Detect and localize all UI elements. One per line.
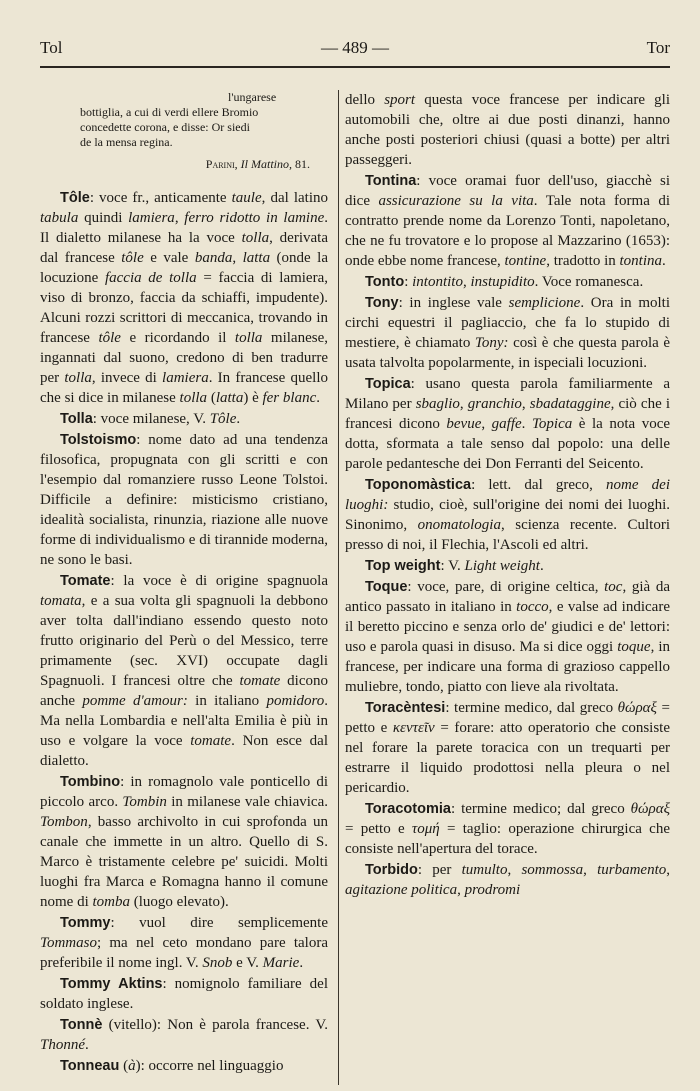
body-text: . In francese quello che si dice in milanese <box>40 370 328 406</box>
epigraph-citation <box>40 154 328 174</box>
body-text: : <box>404 274 413 290</box>
italic-text: tontine <box>504 253 547 269</box>
body-text: , <box>174 210 185 226</box>
entry-tonneau <box>40 1056 328 1076</box>
body-text: : in romagnolo vale ponticello di piccolo arco. <box>40 774 328 810</box>
italic-text: toque <box>617 639 651 655</box>
italic-text: tôle <box>121 250 144 266</box>
italic-text: granchio <box>467 396 522 412</box>
body-text: , <box>232 250 243 266</box>
column-divider <box>338 90 339 1085</box>
body-text: : termine medico; dal greco <box>450 801 631 817</box>
running-header <box>40 38 670 62</box>
body-text: : voce milanese, V. <box>92 411 210 427</box>
body-text: . <box>316 390 320 406</box>
body-text: milanese, ingannati dal suono, credono di ben tradurre per <box>40 330 328 386</box>
headword: Toracotomia <box>365 801 451 817</box>
body-text: e V. <box>232 955 263 971</box>
body-text: : voce fr., anticamente <box>89 190 232 206</box>
body-text: , e a sua volta gli spagnuoli la debbono aver tolta dall'indiano essendo questo noto frutto originario del Perù o del Messico, terre primamente (sec. XVI) occupate dagli Spagnuoli. I francesi oltre che <box>40 593 328 689</box>
epigraph-line: bottiglia, a cui di verdi ellere Bromio <box>80 105 259 119</box>
body-text: (vitello): Non è parola francese. V. <box>102 1017 328 1033</box>
body-text: , <box>521 396 530 412</box>
body-text: : per <box>417 862 462 878</box>
italic-text: fer blanc <box>262 390 317 406</box>
body-text: : usano questa parola familiarmente a Milano per <box>345 376 670 412</box>
italic-text: τομή <box>411 821 440 837</box>
italic-text: Snob <box>202 955 233 971</box>
page-number: — 489 — <box>321 38 389 57</box>
body-text: : voce oramai fuor dell'uso, giacchè si dice <box>345 173 670 209</box>
headword: Tony <box>365 295 399 311</box>
italic-text: toc <box>604 579 623 595</box>
italic-text: Tôle <box>209 411 237 427</box>
body-text: . <box>85 1037 89 1053</box>
italic-text: gaffe <box>491 416 522 432</box>
body-text: : voce, pare, di origine celtica, <box>407 579 605 595</box>
headword: Tonto <box>365 274 405 290</box>
body-text: = faccia di lamiera, viso di bronzo, faccia da schiaffi, impudente). Alcuni rozzi scrittori di meccanica, trovando in francese <box>40 270 328 346</box>
italic-text: nome dei luoghi: <box>345 477 670 513</box>
headword: Torbido <box>365 862 418 878</box>
body-text: , <box>459 396 468 412</box>
headword: Top weight <box>365 558 441 574</box>
body-text: , ciò che i francesi dicono <box>345 396 671 432</box>
italic-text: onomatologia <box>417 517 501 533</box>
body-text: (onde la locuzione <box>40 250 329 286</box>
left-column <box>40 90 328 1077</box>
body-text: dello <box>345 92 385 108</box>
italic-text: bevue <box>446 416 482 432</box>
body-text: , <box>507 862 522 878</box>
italic-text: κεντεῖν <box>392 720 435 736</box>
italic-text: pomme d'amour: <box>82 693 188 709</box>
body-text: dicono anche <box>40 673 328 709</box>
body-text: . <box>539 558 544 574</box>
italic-text: tabula <box>40 210 79 226</box>
body-text: . Tale nota forma di contratto prende nome da Lorenzo Tonti, napoletano, che ne fu trovatore e lo propose al Mazzarino (1653): onde ebbe nome francese, <box>345 193 670 269</box>
italic-text: θώραξ <box>630 801 670 817</box>
italic-text: tolla <box>241 230 270 246</box>
headword: Toponomàstica <box>365 477 472 493</box>
body-text: , invece di <box>91 370 163 386</box>
entry-torbido <box>345 860 670 900</box>
epigraph-line: concedette corona, e disse: Or siedi <box>80 120 250 134</box>
italic-text: Tommaso <box>40 935 97 951</box>
entry-toracotomia <box>345 799 670 859</box>
body-text: . Non esce dal dialetto. <box>40 733 328 769</box>
entry-tonneau-continuation <box>345 90 670 170</box>
citation-number: 81. <box>295 157 310 171</box>
body-text: quindi <box>78 210 129 226</box>
headword: Tonneau <box>60 1058 120 1074</box>
italic-text: prodromi <box>464 882 521 898</box>
entry-topica <box>345 374 670 474</box>
italic-text: tolla <box>234 330 263 346</box>
body-text: = petto e <box>345 821 412 837</box>
citation-work: Il Mattino, <box>240 157 292 171</box>
body-text: , derivata dal francese <box>40 230 328 266</box>
body-text: . <box>299 955 304 971</box>
header-rule <box>40 66 670 68</box>
body-text: ; ma nel ceto mondano pare talora preferibile il nome ingl. V. <box>40 935 328 971</box>
body-text: , tradotto in <box>546 253 620 269</box>
italic-text: faccia de tolla <box>104 270 197 286</box>
body-text: : termine medico, dal greco <box>445 700 618 716</box>
body-text: ( <box>119 1058 129 1074</box>
body-text: : la voce è di origine spagnuola <box>110 573 328 589</box>
body-text: ) è <box>243 390 263 406</box>
body-text: = petto e <box>345 700 670 736</box>
epigraph-line: de la mensa regina. <box>80 135 173 149</box>
epigraph <box>80 90 328 150</box>
entry-tolstoismo <box>40 430 328 570</box>
italic-text: tomata <box>40 593 82 609</box>
italic-text: tontina <box>619 253 663 269</box>
italic-text: tôle <box>98 330 121 346</box>
italic-text: sport <box>384 92 416 108</box>
entry-tontina <box>345 171 670 271</box>
headword: Tombino <box>60 774 121 790</box>
entry-tombino <box>40 772 328 912</box>
body-text: , dal latino <box>261 190 328 206</box>
headword: Toracèntesi <box>365 700 446 716</box>
body-text: : lett. dal greco, <box>471 477 607 493</box>
body-text: , scienza recente. Cultori presso di noi, il Flechia, l'Ascoli ed altri. <box>345 517 670 553</box>
body-text: , in francese, per indicare una forma di grazioso cappello muliebre, tondo, piatto con lieve ala rivoltata. <box>345 639 670 695</box>
body-text: . <box>521 416 532 432</box>
body-text: e vale <box>143 250 195 266</box>
italic-text: à <box>128 1058 136 1074</box>
entry-tonto <box>345 272 670 292</box>
body-text: , <box>462 274 471 290</box>
headword: Tommy <box>60 915 111 931</box>
italic-text: θώραξ <box>617 700 657 716</box>
body-text: così è che questa parola è usata talvolta popolarmente, in ispeciali locuzioni. <box>345 335 670 371</box>
italic-text: tolla <box>179 390 208 406</box>
italic-text: pomidoro <box>266 693 325 709</box>
body-text: = taglio: operazione chirurgica che consiste nell'apertura del torace. <box>345 821 670 857</box>
italic-text: Tombin <box>122 794 167 810</box>
italic-text: Topica <box>531 416 573 432</box>
headword: Tomate <box>60 573 111 589</box>
body-text: . <box>662 253 666 269</box>
citation-author: Parini, <box>205 157 238 171</box>
body-text: . <box>236 411 241 427</box>
headword: Tonnè <box>60 1017 103 1033</box>
header-right-guideword: Tor <box>646 38 670 57</box>
body-text: , <box>457 882 465 898</box>
body-text: in italiano <box>187 693 267 709</box>
right-column <box>345 90 670 901</box>
headword: Tolstoismo <box>60 432 137 448</box>
italic-text: Thonné <box>40 1037 85 1053</box>
body-text: è la nota voce dotta, sformata a tale senso dal popolo: una delle parole pedantesche dei Don Ferranti del Seicento. <box>345 416 671 472</box>
headword: Tolla <box>60 411 93 427</box>
entry-tolla <box>40 409 328 429</box>
italic-text: instupidito <box>470 274 535 290</box>
italic-text: banda <box>194 250 233 266</box>
body-text: , <box>583 862 598 878</box>
header-left-guideword: Tol <box>40 38 63 57</box>
body-text: : nome dato ad una tendenza filosofica, propugnata con gli scritti e con l'esempio dal romanziere russo Leone Tolstoi. Difficile a definire: misticismo cristiano, idealità socialista, rinunzia, riazione alle nuove forme di individualismo e di tirannide moderna, ne sono le basi. <box>40 432 328 568</box>
entry-tommy <box>40 913 328 973</box>
entry-tomate <box>40 571 328 771</box>
italic-text: lamiera <box>128 210 175 226</box>
body-text: , basso archivolto in cui sprofonda un canale che immette in un altro. Quello di S. Marco è tristamente celebre pe' suicidi. Molti luoghi fra Marca e Romagna hanno il comune nome di <box>40 814 328 910</box>
italic-text: intontito <box>412 274 463 290</box>
body-text: in milanese vale chiavica. <box>166 794 328 810</box>
body-text: , già da antico passato in italiano in <box>345 579 670 615</box>
italic-text: taule <box>231 190 262 206</box>
entry-tonne <box>40 1015 328 1055</box>
body-text: , <box>481 416 492 432</box>
entry-tole <box>40 188 328 408</box>
headword: Tommy Aktins <box>60 976 163 992</box>
body-text: . Voce romanesca. <box>534 274 644 290</box>
entry-tony <box>345 293 670 373</box>
headword: Toque <box>365 579 408 595</box>
body-text: : in inglese vale <box>398 295 509 311</box>
italic-text: lamiera <box>162 370 209 386</box>
body-text: = forare: atto operatorio che consiste nel forare la parete toracica con un trequarti per estrarre il liquido prodottosi nella pleura o nel pericardio. <box>345 720 670 796</box>
body-text: , e valse ad indicare il beretto piccino e senza orlo de' giudici e de' lettori: uso e parola quasi in disuso. Ma si dice oggi <box>345 599 670 655</box>
body-text: ( <box>207 390 216 406</box>
headword: Tôle <box>60 190 90 206</box>
italic-text: tolla <box>64 370 92 386</box>
italic-text: semplicione <box>508 295 581 311</box>
italic-text: Marie <box>262 955 300 971</box>
italic-text: tomba <box>92 894 130 910</box>
body-text: , <box>666 862 671 878</box>
italic-text: sbadataggine <box>529 396 611 412</box>
italic-text: Tony: <box>474 335 509 351</box>
body-text: : vuol dire semplicemente <box>110 915 328 931</box>
italic-text: tomate <box>190 733 232 749</box>
entry-tommy-aktins <box>40 974 328 1014</box>
italic-text: turbamento <box>597 862 667 878</box>
headword: Topica <box>365 376 411 392</box>
body-text: : V. <box>440 558 465 574</box>
italic-text: assicurazione su la vita <box>378 193 534 209</box>
italic-text: sbaglio <box>415 396 460 412</box>
italic-text: sommossa <box>521 862 584 878</box>
entry-toponomastica <box>345 475 670 555</box>
body-text: questa voce francese per indicare gli automobili che, oltre ai due posti dinanzi, hanno anche posti posteriori chiusi (quasi a botte) per altri passeggeri. <box>345 92 671 168</box>
italic-text: tomate <box>239 673 281 689</box>
body-text: : nomignolo familiare del soldato inglese. <box>40 976 328 1012</box>
entry-toracentesi <box>345 698 670 798</box>
italic-text: agitazione politica <box>345 882 458 898</box>
body-text: . Ma nella Lombardia e nell'alta Emilia è più in uso e volgare la voce <box>40 693 329 749</box>
body-text: ): occorre nel linguaggio <box>135 1058 284 1074</box>
italic-text: ferro ridotto in lamine <box>184 210 325 226</box>
italic-text: tumulto <box>461 862 508 878</box>
entry-top-weight <box>345 556 670 576</box>
italic-text: Tombon <box>40 814 88 830</box>
body-text: (luogo elevato). <box>130 894 229 910</box>
entry-toque <box>345 577 670 697</box>
italic-text: Light weight <box>464 558 540 574</box>
body-text: e ricordando il <box>120 330 235 346</box>
headword: Tontina <box>365 173 417 189</box>
italic-text: latta <box>242 250 271 266</box>
italic-text: latta <box>215 390 244 406</box>
body-text: . Ora in molti circhi equestri il pagliaccio, che fa lo stupido di mestiere, è chiamato <box>345 295 670 351</box>
body-text: studio, cioè, sull'origine dei nomi dei luoghi. Sinonimo, <box>345 497 670 533</box>
italic-text: tocco <box>516 599 549 615</box>
epigraph-line: l'ungarese <box>228 90 277 104</box>
body-text: . Il dialetto milanese ha la voce <box>40 210 329 246</box>
